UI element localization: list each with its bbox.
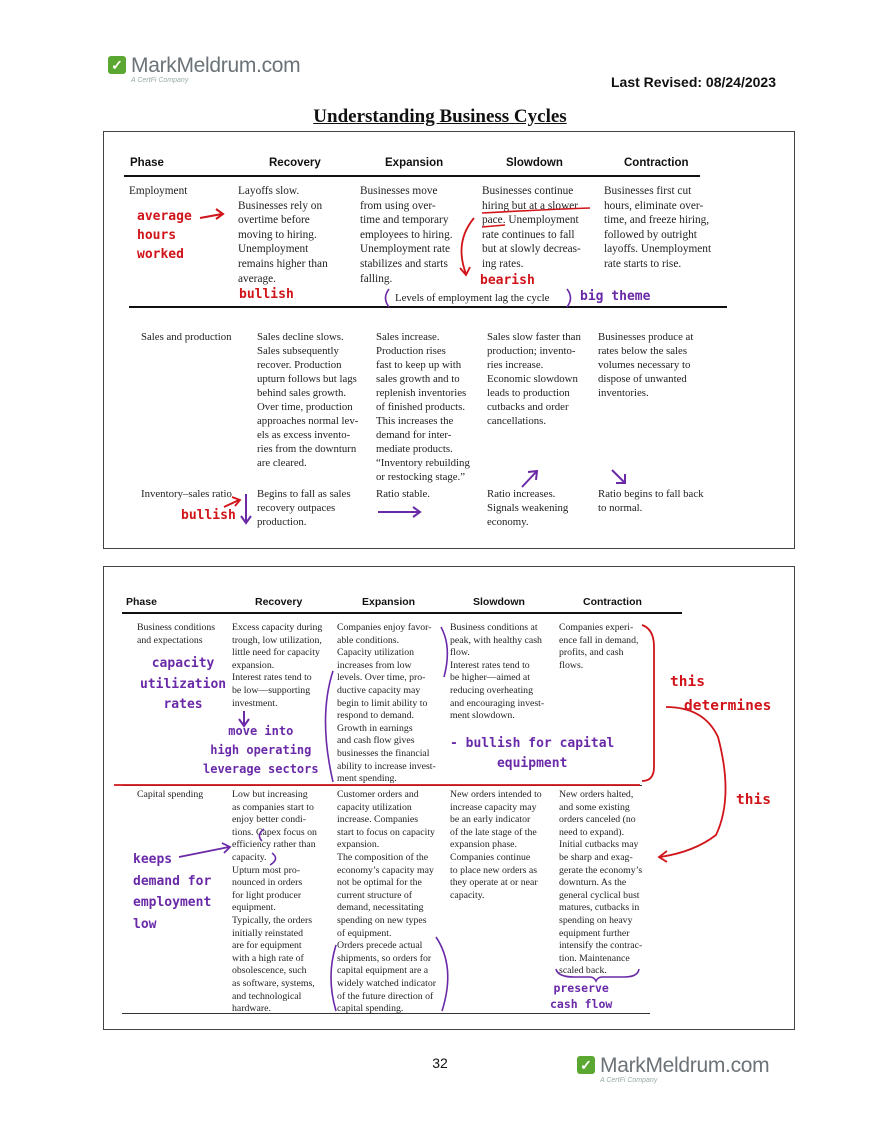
inventory-recovery: Begins to fall as sales recovery outpaces production. (257, 488, 351, 528)
col-header-slowdown-2: Slowdown (473, 596, 525, 608)
employment-slowdown: Businesses continue hiring but at a slower pace. Unemployment rate continues to fall but at slowly decreas- ing rates. (482, 185, 581, 270)
col-header-recovery-2: Recovery (255, 596, 303, 608)
note-this-2: this (736, 792, 771, 808)
row-label-capital: Capital spending (137, 789, 204, 800)
col-header-phase: Phase (130, 157, 164, 169)
note-average-hours: average hours worked (137, 209, 192, 262)
capital-slowdown: New orders intended to increase capacity may be an early indicator of the late stage of the expansion phase. Companies continue to place new orders as they operate at or near capacity. (450, 789, 542, 901)
company-logo (108, 56, 300, 84)
col-header-recovery: Recovery (269, 157, 321, 169)
col-header-contraction-2: Contraction (583, 596, 642, 608)
employment-footnote: Levels of employment lag the cycle (395, 292, 550, 304)
logo-name: MarkMeldrum.com (131, 54, 301, 77)
note-this-1: this (670, 674, 705, 690)
col-header-expansion-2: Expansion (362, 596, 416, 608)
sales-expansion: Sales increase. Production rises fast to keep up with sales growth and to replenish inventories of finished products. This increases the demand for inter- mediate products. “Inventory rebuilding or restocking stage.” (376, 331, 470, 483)
sales-recovery: Sales decline slows. Sales subsequently recover. Production upturn follows but lags behind sales growth. Over time, production approaches normal lev- els as excess invento- ries from the downturn are cleared. (257, 331, 359, 469)
note-determines: determines (684, 698, 772, 714)
handwriting-marks (104, 132, 794, 548)
note-bullish-capital: - bullish for capital equipment (450, 736, 615, 771)
row-label-business: Business conditions and expectations (137, 622, 216, 646)
inventory-expansion: Ratio stable. (376, 488, 430, 500)
sales-slowdown: Sales slow faster than production; invento- ries increase. Economic slowdown leads to production cutbacks and order cancellations. (487, 331, 581, 427)
sales-contraction: Businesses produce at rates below the sales volumes necessary to dispose of unwanted inventories. (598, 331, 694, 399)
row-label-inventory-sales: Inventory–sales ratio (141, 488, 232, 500)
business-slowdown: Business conditions at peak, with healthy cash flow. Interest rates tend to be higher—aimed at reducing overheating and encouraging invest- ment slowdown. (450, 622, 545, 722)
note-move-into-sectors: move into high operating leverage sectors (203, 724, 319, 776)
logo-tagline-footer: A CertFi Company (600, 1077, 658, 1084)
capital-recovery: Low but increasing as companies start to enjoy better condi- tions. Capex focus on efficiency rather than capacity. Upturn most pro- nounced in orders for light producer equipment. Typically, the orders initially reinstated are for equipment with a high rate of obsolescence, such as software, systems, and technological hardware. (232, 789, 317, 1015)
table-employment-sales (103, 131, 795, 549)
capital-contraction: New orders halted, and some existing orders canceled (no need to expand). Initial cutbacks may be sharp and exag- gerate the economy’s downturn. As the general cyclical bust matures, cutbacks in spending on heavy equipment further intensify the contrac- tion. Maintenance scaled back. (559, 789, 643, 977)
employment-recovery: Layoffs slow. Businesses rely on overtime before moving to hiring. Unemployment remains higher than average. (238, 185, 328, 285)
note-keeps-demand-low: keeps demand for employment low (133, 852, 212, 932)
logo-name-footer: MarkMeldrum.com (600, 1054, 770, 1077)
table-business-capital (103, 566, 795, 1030)
logo-tagline: A CertFi Company (131, 77, 189, 84)
note-preserve-cash-flow: preserve cash flow (550, 981, 613, 1011)
note-capacity-utilization: capacity utilization rates (140, 656, 227, 712)
note-bearish: bearish (480, 273, 535, 288)
business-recovery: Excess capacity during trough, low utilization, little need for capacity expansion. Interest rates tend to be low—supporting investment. (232, 622, 323, 709)
note-big-theme: big theme (580, 289, 651, 304)
col-header-expansion: Expansion (385, 157, 444, 169)
note-bullish-inventory: bullish (181, 508, 236, 523)
handwriting-marks-2 (104, 567, 794, 1029)
checkmark-icon: ✓ (108, 56, 126, 74)
document-title: Understanding Business Cycles (313, 106, 567, 127)
employment-contraction: Businesses first cut hours, eliminate over- time, and freeze hiring, followed by outright layoffs. Unemployment rate starts to rise. (604, 185, 712, 270)
checkmark-icon: ✓ (577, 1056, 595, 1074)
last-revised-date: Last Revised: 08/24/2023 (611, 74, 776, 90)
inventory-contraction: Ratio begins to fall back to normal. (598, 488, 704, 514)
row-label-sales: Sales and production (141, 331, 232, 343)
col-header-phase-2: Phase (126, 596, 157, 608)
business-contraction: Companies experi- ence fall in demand, profits, and cash flows. (559, 622, 639, 671)
row-label-employment: Employment (129, 185, 188, 197)
col-header-contraction: Contraction (624, 157, 689, 169)
col-header-slowdown: Slowdown (506, 157, 563, 169)
inventory-slowdown: Ratio increases. Signals weakening economy. (487, 488, 569, 528)
note-bullish-employment: bullish (239, 287, 294, 302)
employment-expansion: Businesses move from using over- time and temporary employees to hiring. Unemployment rate stabilizes and starts falling. (360, 185, 453, 285)
page-number: 32 (432, 1055, 448, 1071)
business-expansion: Companies enjoy favor- able conditions. Capacity utilization increases from low levels. Over time, pro- ductive capacity may begin to limit ability to respond to demand. Growth in earnings and cash flow gives businesses the financial ability to increase invest- ment spending. (337, 622, 436, 785)
company-logo-footer (577, 1056, 769, 1084)
capital-expansion: Customer orders and capacity utilization increase. Companies start to focus on capacity expansion. The composition of the economy’s capacity may not be optimal for the current structure of demand, necessitating spending on new types of equipment. Orders precede actual shipments, so orders for capital equipment are a widely watched indicator of the future direction of capital spending. (337, 789, 437, 1015)
